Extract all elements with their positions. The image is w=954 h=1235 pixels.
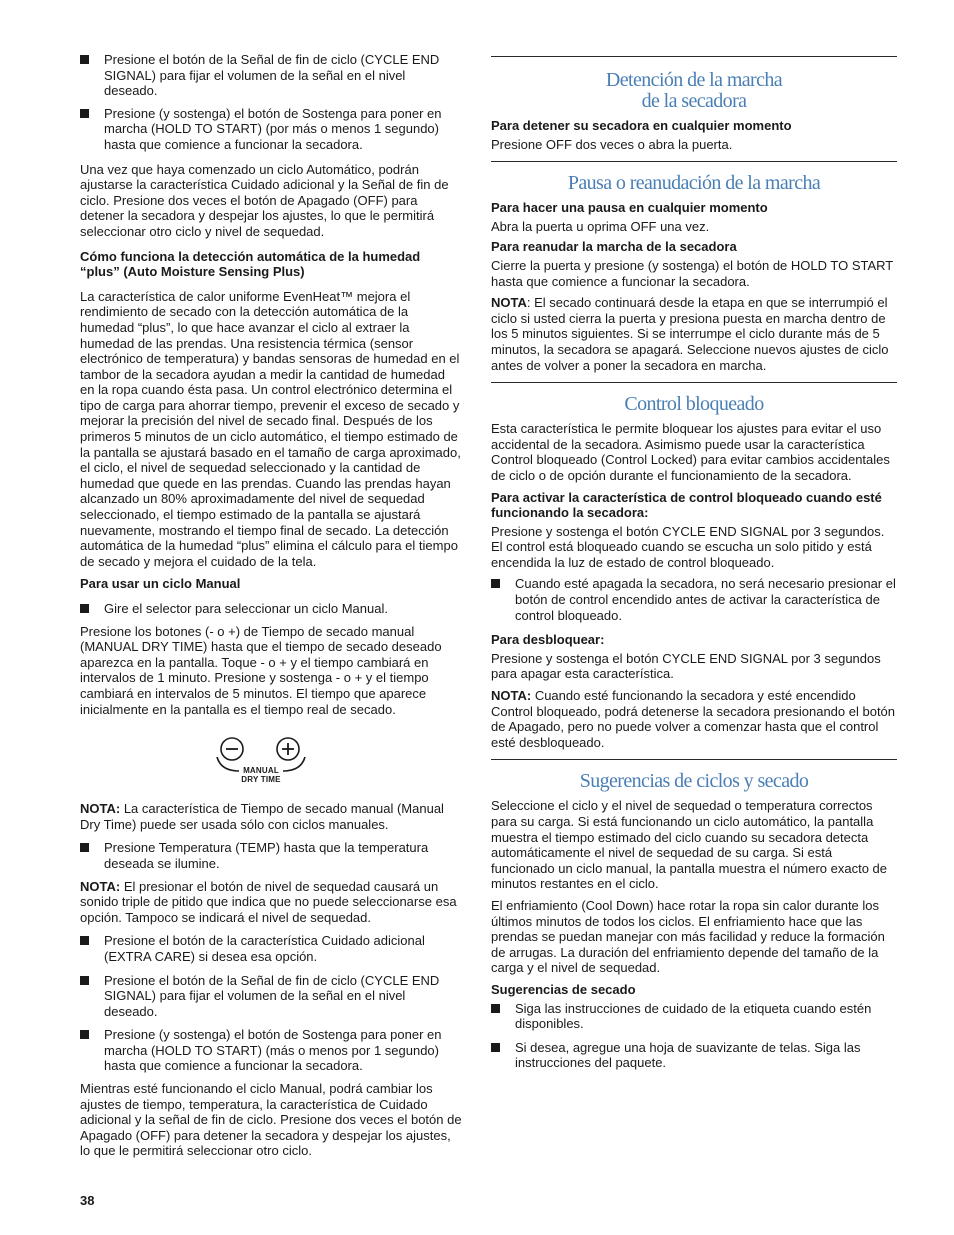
paragraph: Presione los botones (- o +) de Tiempo de secado manual (MANUAL DRY TIME) hasta que el tiempo de secado deseado aparezca en la pantalla. Toque - o + y el tiempo cambiará en intervalos de 1 minuto. Presione y sostenga - o + y el tiempo cambiará en intervalos de 5 minutos. El tiempo que aparece inicialmente en la pantalla es el tiempo real de secado. bbox=[80, 623, 442, 717]
subheading: Para reanudar la marcha de la secadora bbox=[491, 239, 737, 255]
subheading: Sugerencias de secado bbox=[491, 981, 636, 997]
list-item: Presione el botón de la Señal de fin de ciclo (CYCLE END SIGNAL) para fijar el volumen de la señal en el nivel deseado. bbox=[80, 52, 462, 99]
bullet-square-icon bbox=[80, 109, 89, 118]
paragraph: La característica de calor uniforme EvenHeat™ mejora el rendimiento de secado con la detección automática de la humedad “plus”, lo que hace avanzar el ciclo al extraer la humedad de las prendas. Una resistencia térmica (sensor electrónico de temperatura) y bandas sensoras de humedad en el tambor de la secadora ayudan a medir la cantidad de humedad en la ropa cuando ésta pasa. Un control electrónico determina el tipo de carga para ahorrar tiempo, prevenir el exceso de secado y mejorar la precisión del nivel de secado final. Después de los primeros 5 minutos de un ciclo automático, el tiempo estimado de la pantalla se ajustará basado en el tamaño de carga aproximado, el ciclo, el nivel de sequedad seleccionado y la cantidad de humedad que quede en las prendas. Cuando las prendas hayan alcanzado un 80% aproximadamente del nivel de sequedad seleccionado, el tiempo estimado de la pantalla se ajustará nuevamente, mostrando el tiempo final de secado. La detección automática de la humedad “plus” elimina el cálculo para el tiempo de secado y mejora el cuidado de la tela. bbox=[80, 288, 461, 569]
note: NOTA: El presionar el botón de nivel de sequedad causará un sonido triple de pitido que indica que no puede seleccionarse esa opción. Tampoco se indicará el nivel de sequedad. bbox=[80, 878, 457, 925]
paragraph: Presione y sostenga el botón CYCLE END SIGNAL por 3 segundos para apagar esta característica. bbox=[491, 650, 881, 682]
bullet-square-icon bbox=[491, 1004, 500, 1013]
bullet-square-icon bbox=[491, 1043, 500, 1052]
left-column bbox=[80, 52, 462, 1165]
section-title-stop: Detención de la marcha de la secadora bbox=[605, 69, 783, 112]
list-item: Presione el botón de la Señal de fin de ciclo (CYCLE END SIGNAL) para fijar el volumen de la señal en el nivel deseado. bbox=[80, 973, 462, 1020]
bullet-square-icon bbox=[80, 976, 89, 985]
bullet-square-icon bbox=[80, 936, 89, 945]
subheading: Para desbloquear: bbox=[491, 632, 605, 648]
section-divider bbox=[491, 382, 897, 383]
paragraph: Mientras esté funcionando el ciclo Manual, podrá cambiar los ajustes de tiempo, temperatura, la característica de Cuidado adicional y la señal de fin de ciclo. Presione dos veces el botón de Apagado (OFF) para detener la secadora y despejar los ajustes, lo que le permitirá seleccionar otro ciclo. bbox=[80, 1081, 462, 1159]
section-divider bbox=[491, 759, 897, 760]
list-item: Cuando esté apagada la secadora, no será necesario presionar el botón de control encendido antes de activar la característica de control bloqueado. bbox=[491, 576, 897, 623]
right-column bbox=[491, 56, 897, 1078]
section-divider bbox=[491, 56, 897, 57]
icon-label-dry-time: DRY TIME bbox=[241, 775, 281, 785]
manual-dry-time-icon bbox=[211, 735, 311, 785]
note: NOTA: Cuando esté funcionando la secadora y esté encendido Control bloqueado, podrá detenerse la secadora presionando el botón de Apagado, pero no puede volver a comenzar hasta que el control esté desbloqueado. bbox=[491, 688, 896, 750]
subheading: Para detener su secadora en cualquier momento bbox=[491, 118, 792, 133]
section-title-pause: Pausa o reanudación de la marcha bbox=[567, 172, 821, 195]
list-item: Presione el botón de la característica Cuidado adicional (EXTRA CARE) si desea esa opción. bbox=[80, 933, 462, 964]
section-title-tips: Sugerencias de ciclos y secado bbox=[579, 770, 809, 793]
section-divider bbox=[491, 161, 897, 162]
subheading: Para hacer una pausa en cualquier momento bbox=[491, 200, 768, 216]
bullet-square-icon bbox=[80, 55, 89, 64]
bullet-square-icon bbox=[80, 604, 89, 613]
section-heading: Para usar un ciclo Manual bbox=[80, 576, 241, 592]
section-title-control-locked: Control bloqueado bbox=[624, 393, 764, 416]
paragraph: Cierre la puerta y presione (y sostenga) el botón de HOLD TO START hasta que comience a funcionar la secadora. bbox=[491, 257, 893, 289]
section-heading: Cómo funciona la detección automática de la humedad “plus” (Auto Moisture Sensing Plus) bbox=[80, 248, 421, 280]
paragraph: Abra la puerta u oprima OFF una vez. bbox=[491, 218, 710, 234]
subheading: Para activar la característica de control bloqueado cuando esté funcionando la secadora: bbox=[491, 489, 882, 521]
note: NOTA: La característica de Tiempo de secado manual (Manual Dry Time) puede ser usada sólo con ciclos manuales. bbox=[80, 801, 444, 832]
paragraph: Presione OFF dos veces o abra la puerta. bbox=[491, 136, 733, 152]
list-item: Presione (y sostenga) el botón de Sostenga para poner en marcha (HOLD TO START) (por más o menos 1 segundo) hasta que comience a funcionar la secadora. bbox=[80, 106, 462, 153]
list-item: Si desea, agregue una hoja de suavizante de telas. Siga las instrucciones del paquete. bbox=[491, 1040, 897, 1071]
list-item: Siga las instrucciones de cuidado de la etiqueta cuando estén disponibles. bbox=[491, 1001, 897, 1032]
list-item: Presione Temperatura (TEMP) hasta que la temperatura deseada se ilumine. bbox=[80, 840, 462, 871]
paragraph: El enfriamiento (Cool Down) hace rotar la ropa sin calor durante los últimos minutos de todos los ciclos. El enfriamiento hace que las prendas se puedan manejar con más facilidad y reduce la formación de arrugas. La duración del enfriamiento depende del tamaño de la carga y el nivel de sequedad. bbox=[491, 897, 885, 976]
list-item: Gire el selector para seleccionar un ciclo Manual. bbox=[80, 601, 462, 617]
paragraph: Una vez que haya comenzado un ciclo Automático, podrán ajustarse la característica Cuidado adicional y la Señal de fin de ciclo. Presione dos veces el botón de Apagado (OFF) para detener la secadora y despejar los ajustes, lo que le permitirá seleccionar otro ciclo y nivel de sequedad. bbox=[80, 161, 449, 239]
list-item: Presione (y sostenga) el botón de Sostenga para poner en marcha (HOLD TO START) (más o menos por 1 segundo) hasta que comience a funcionar la secadora. bbox=[80, 1027, 462, 1074]
bullet-square-icon bbox=[80, 843, 89, 852]
paragraph: Esta característica le permite bloquear los ajustes para evitar el uso accidental de la secadora. Asimismo puede usar la característica Control bloqueado (Control Locked) para evitar cambios accidentales de ciclo o de opción durante el funcionamiento de la secadora. bbox=[491, 421, 890, 483]
note: NOTA: El secado continuará desde la etapa en que se interrumpió el ciclo si usted cierra la puerta y presiona puesta en marcha dentro de los 5 minutos siguientes. Si se interrumpe el ciclo durante más de 5 minutos, la secadora se apagará. Seleccione nuevos ajustes de ciclo antes de volver a poner la secadora en marcha. bbox=[491, 295, 889, 373]
bullet-square-icon bbox=[491, 579, 500, 588]
paragraph: Seleccione el ciclo y el nivel de sequedad o temperatura correctos para su carga. Si está funcionando un ciclo automático, la pantalla muestra el tiempo estimado del ciclo cuando su secadora detecta automáticamente el nivel de sequedad de su carga. Si está funcionado un ciclo manual, la pantalla muestra el número exacto de minutos restantes en el ciclo. bbox=[491, 798, 888, 892]
paragraph: Presione y sostenga el botón CYCLE END SIGNAL por 3 segundos. El control está bloqueado cuando se escucha un solo pitido y está encendida la luz de estado de control bloqueado. bbox=[491, 523, 885, 570]
icon-label-manual: MANUAL bbox=[243, 766, 279, 776]
page-number: 38 bbox=[80, 1193, 95, 1208]
bullet-square-icon bbox=[80, 1030, 89, 1039]
